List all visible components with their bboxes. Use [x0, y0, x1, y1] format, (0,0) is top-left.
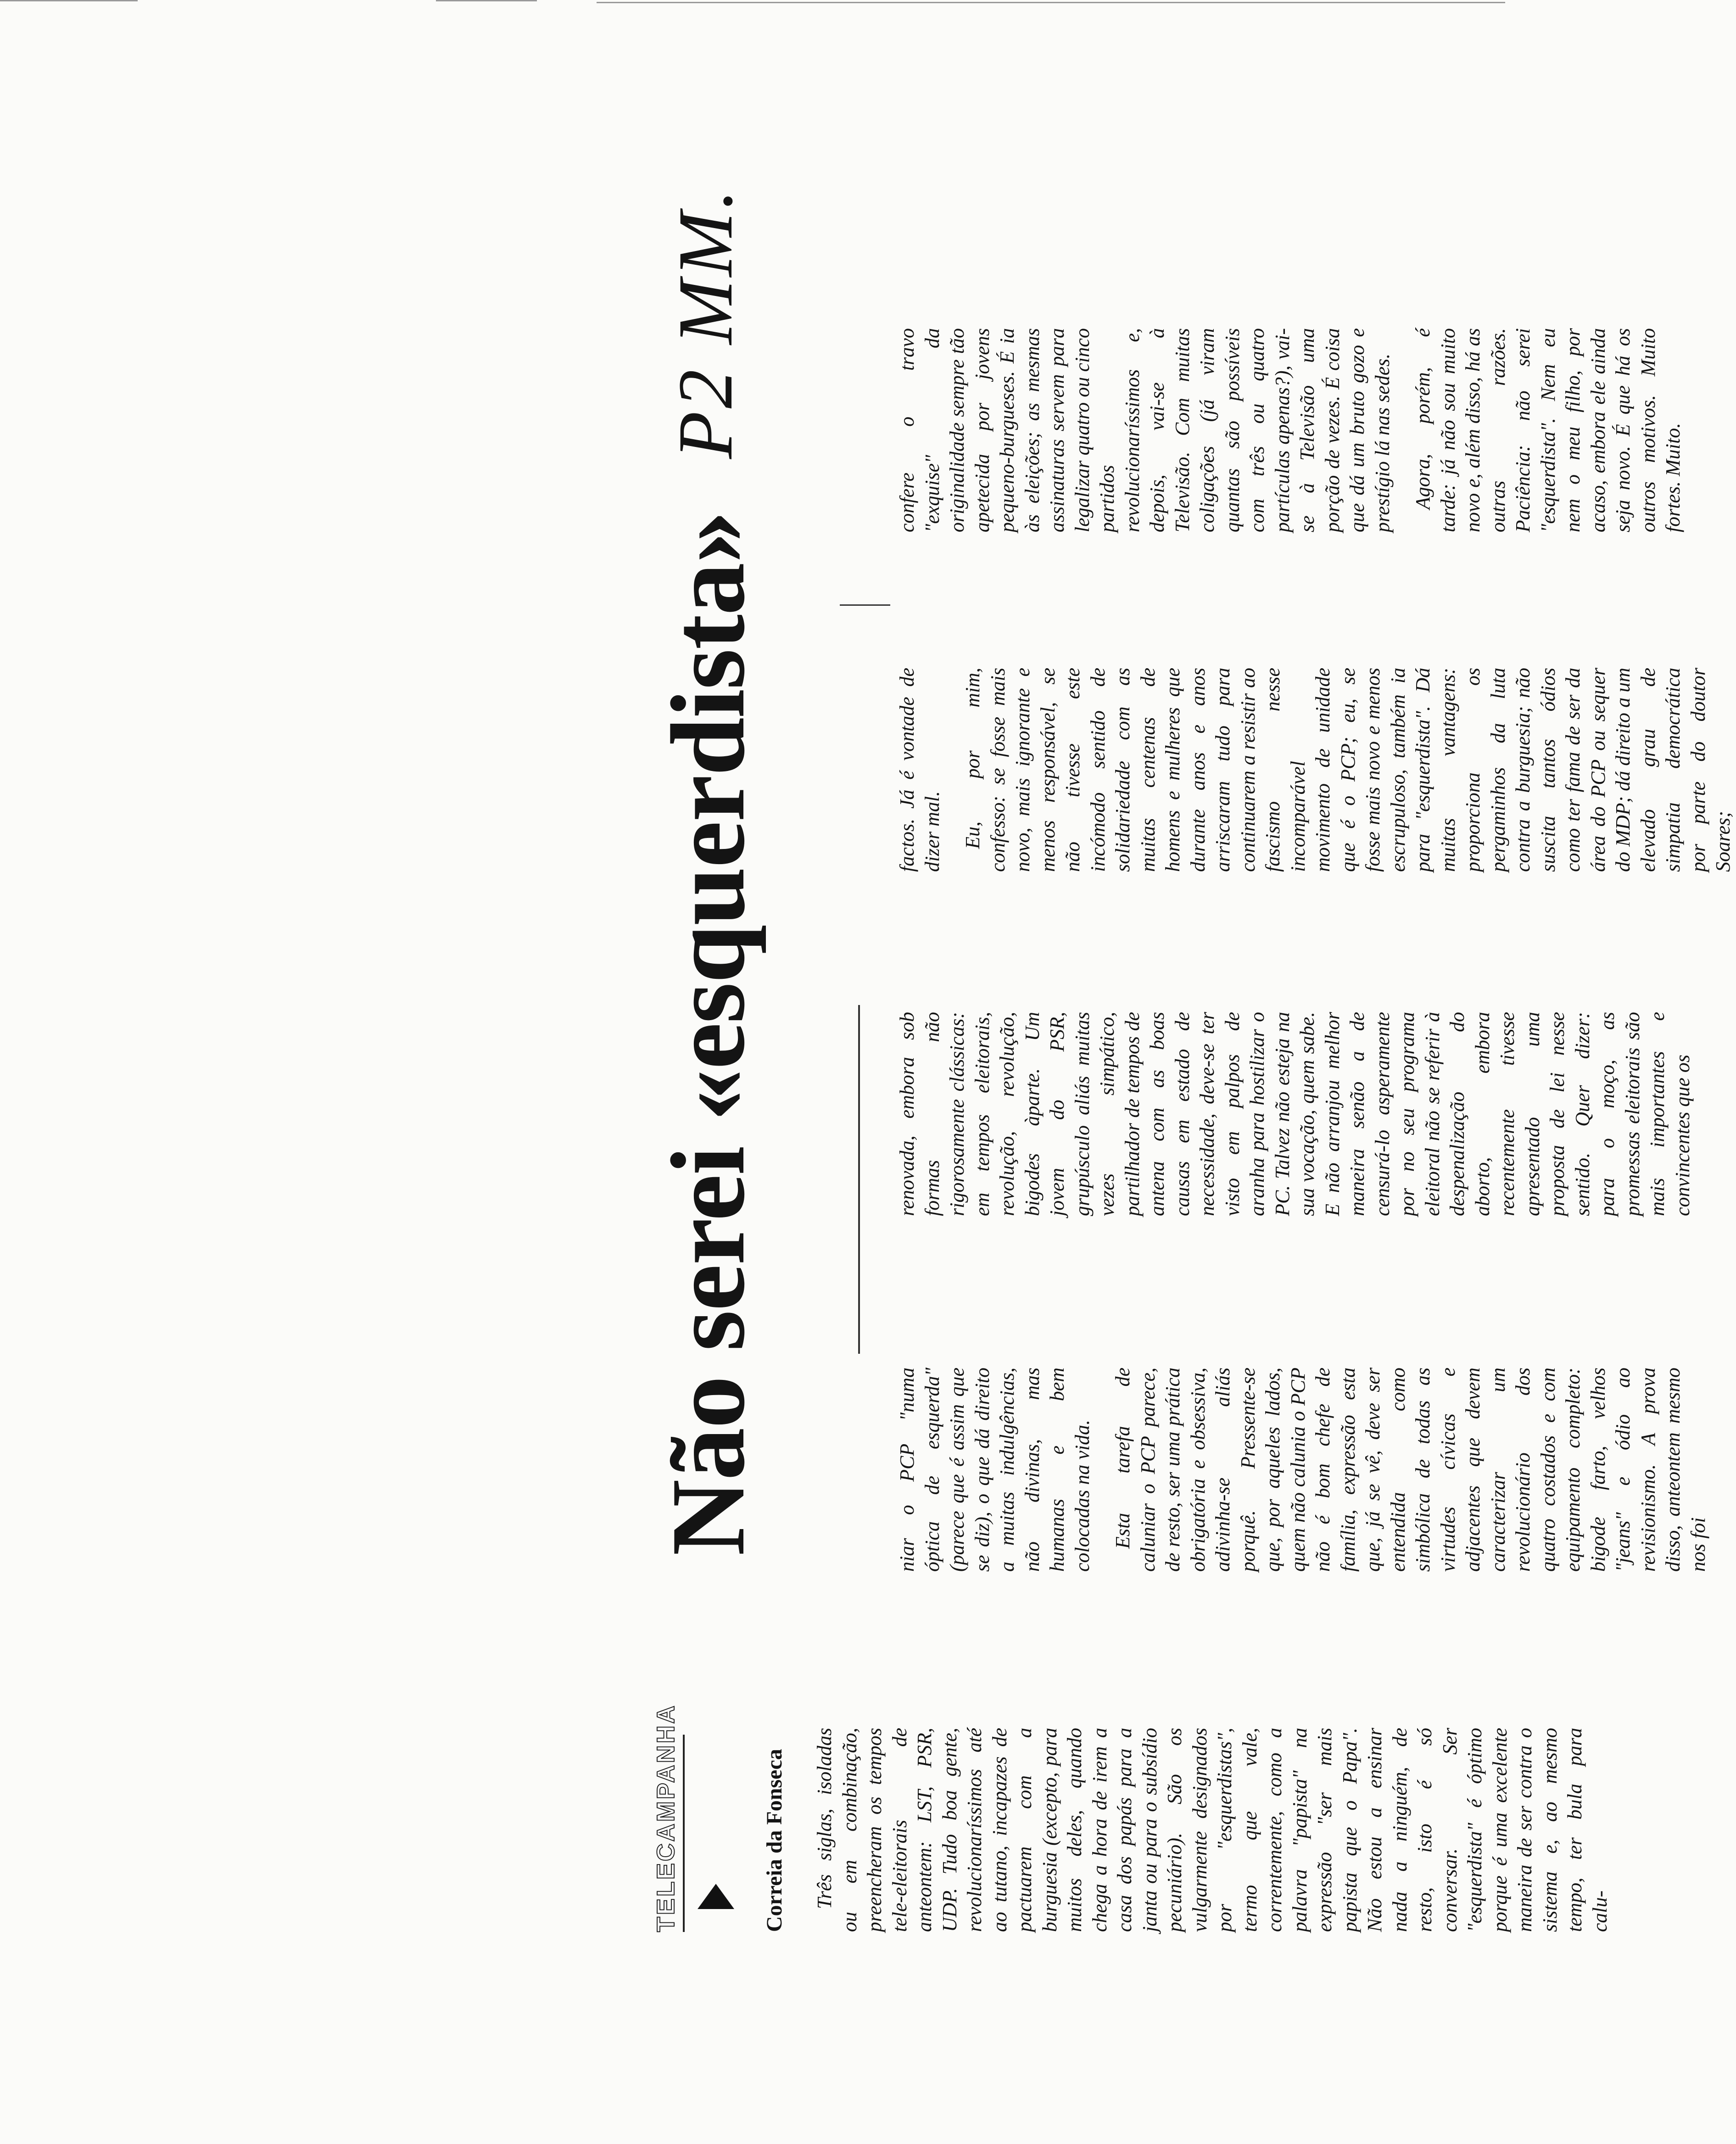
article-column-5 [895, 328, 1686, 532]
scan-edge-line [597, 2, 1505, 3]
article-column-4 [895, 668, 1736, 872]
triangle-marker-icon [698, 1884, 734, 1909]
headline-rule [858, 1005, 860, 1354]
paragraph: Agora, porém, é tarde: já não sou muito novo e, além disso, há as outras razões. Paciência: não serei "esquerdista". Nem eu nem o meu filho, por acaso, embora ele ainda seja novo. É que há os outros motivos. Muito fortes. Muito. [1412, 328, 1684, 532]
scan-edge-line [436, 0, 537, 1]
paragraph: niar o PCP "numa óptica de esquerda" (parece que é assim que se diz), o que dá direito a muitas indulgências, não divinas, mas humanas e bem colocadas na vida. [896, 1368, 1094, 1572]
paragraph: Eu, por mim, confesso: se fosse mais novo, mais ignorante e menos responsável, se não tivesse este incómodo sentido de solidariedade com as muitas centenas de homens e mulheres que durante anos e anos arriscaram tudo para continuarem a resistir ao fascismo nesse incomparável movimento de unidade que é o PCP; eu, se fosse mais novo e menos escrupuloso, também ia para "esquerdista". Dá muitas vantagens: proporciona os pergaminhos da luta contra a burguesia; não suscita tantos ódios como ter fama de ser da área do PCP ou sequer do MDP; dá direito a um elevado grau de simpatia democrática por parte do doutor Soares; [961, 668, 1734, 872]
newspaper-article [633, 133, 1734, 1969]
author-byline: Correia da Fonseca [762, 1748, 787, 1932]
paragraph: Esta tarefa de caluniar o PCP parece, de resto, ser uma prática obrigatória e obsessiva, adivinha-se aliás porquê. Pressente-se que, por aqueles lados, quem não calunia o PCP não é bom chefe de família, expressão esta que, já se vê, deve ser entendida como simbólica de todas as virtudes cívicas e adjacentes que devem caracterizar um revolucionário dos quatro costados e com equipamento completo: bigode farto, velhos "jeans" e ódio ao revisionismo. A prova disso, anteontem mesmo nos foi [1111, 1368, 1709, 1572]
scan-edge-line [0, 0, 138, 1]
section-rubric: TELECAMPANHA [652, 1704, 680, 1932]
paragraph: factos. Já é vontade de dizer mal. [896, 668, 943, 872]
paragraph: confere o travo "exquise" da originalidade sempre tão apetecida por jovens pequeno-burgueses. É ia às eleições; as mesmas assinaturas servem para legalizar quatro ou cinco partidos revolucionaríssimos e, depois, vai-se à Televisão. Com muitas coligações (já viram quantas são possíveis com três ou quatro partículas apenas?), vai-se à Televisão uma porção de vezes. É coisa que dá um bruto gozo e prestígio lá nas sedes. [896, 328, 1394, 532]
article-column-2 [895, 1368, 1711, 1572]
handwritten-annotation: P2 MM. [662, 186, 748, 459]
paragraph: Três siglas, isoladas ou em combinação, preencheram os tempos tele-eleitorais de anteontem: LST, PSR, UDP. Tudo boa gente, revolucionaríssimos até ao tutano, incapazes de pactuarem com a burguesia (excepto, para muitos deles, quando chega a hora de irem a casa dos papás para a janta ou para o subsídio pecuniário). São os vulgarmente designados por "esquerdistas", termo que vale, correntemente, como a palavra "papista" na expressão "ser mais papista que o Papa". Não estou a ensinar nada a ninguém, de resto, isto é só conversar. Ser "esquerdista" é óptimo porque é uma excelente maneira de ser contra o sistema e, ao mesmo tempo, ter bula para calu- [813, 1728, 1611, 1932]
headline-tick [840, 604, 890, 606]
article-column-1 [812, 1728, 1613, 1932]
rubric-rule [683, 1735, 685, 1932]
paragraph: renovada, embora sob formas não rigorosamente clássicas: em tempos eleitorais, revolução, revolução, bigodes àparte. Um jovem do PSR, grupúsculo aliás muitas vezes simpático, partilhador de tempos de antena com as boas causas em estado de necessidade, deve-se ter visto em palpos de aranha para hostilizar o PC. Talvez não esteja na sua vocação, quem sabe. E não arranjou melhor maneira senão a de censurá-lo asperamente por no seu programa eleitoral não se referir à despenalização do aborto, embora recentemente tivesse apresentado uma proposta de lei nesse sentido. Quer dizer: para o moço, as promessas eleitorais são mais importantes e convincentes que os [896, 1012, 1694, 1216]
article-headline: Não serei «esquerdista» [649, 511, 766, 1556]
article-column-3 [895, 1012, 1695, 1216]
